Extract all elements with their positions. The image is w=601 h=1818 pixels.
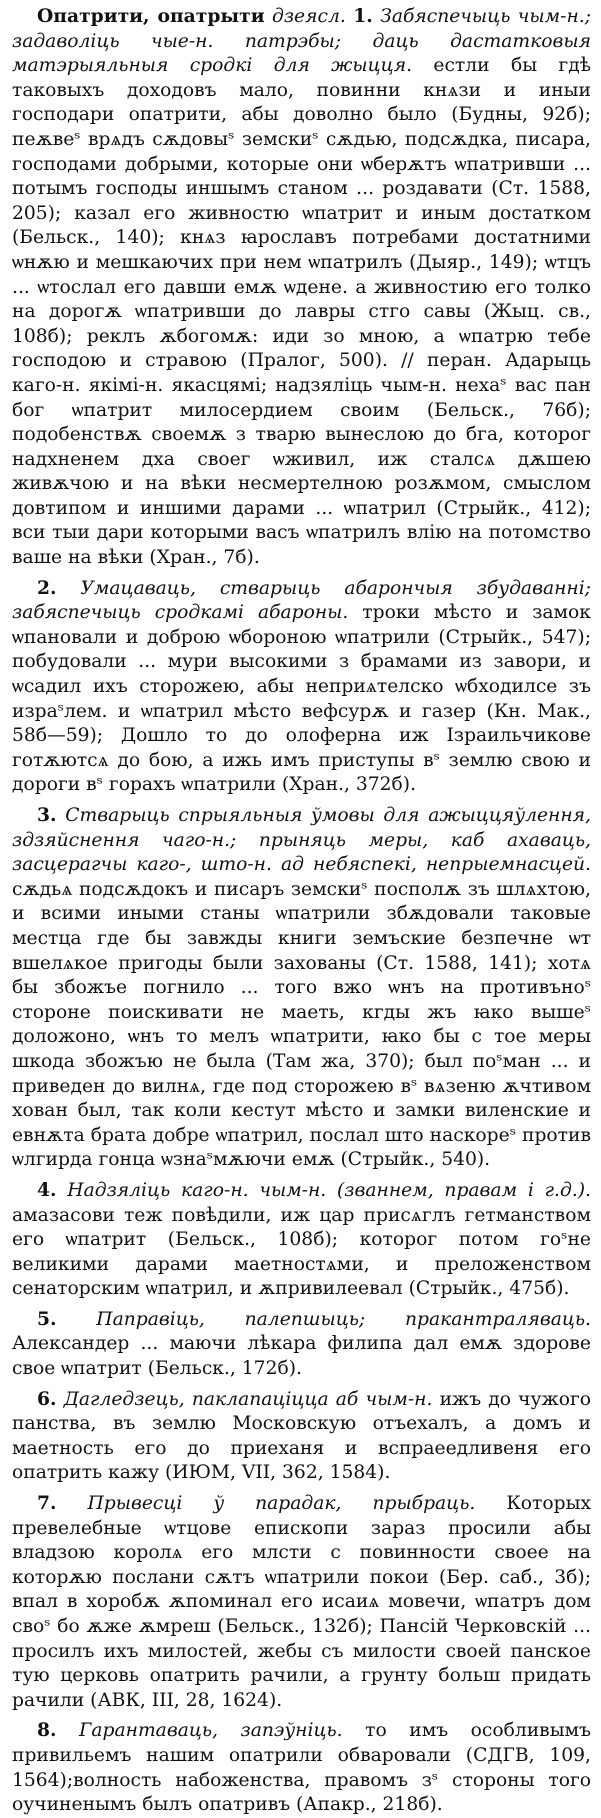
sense-definition: Гарантаваць, запэўніць. (79, 1720, 343, 1742)
sense-number: 6. (37, 1387, 57, 1410)
sense-definition: Забяспечыць чым-н.; задаволіць чые-н. патрэбы; даць дастатковыя матэрыяльныя сродкі для жыцця. (12, 6, 591, 77)
sense-definition: Умацаваць, стварыць абарончыя збудаванні; забяспечыць сродкамі абароны. (12, 577, 591, 624)
sense-definition: Надзяліць каго-н. чым-н. (званнем, правам і г.д.). (67, 1179, 591, 1201)
sense-definition: Дагледзець, паклапаціцца аб чым-н. (63, 1388, 433, 1410)
sense-quotations: Которых превелебные ѡтцове епископи зараз просили абы владзою королѧ его млсти с повинности своее на которѫю послани сѫтъ ѡпатрили покои (Бер. саб., 3б); впал в хоробѫ ѫпоминал его исаиѧ мовечи, ѡпатръ дом своˢ бо ѫже ѫмреш (Бельск., 132б); Пансій Черковскій ... просилъ ихъ милостей, жебы съ милости своей панское тую церковь опатрить рачили, а грунту больш придать рачили (АВК, III, 28, 1624). (12, 1493, 591, 1711)
sense-definition: Паправіць, палепшыць; пракантраляваць. (96, 1308, 591, 1330)
grammar-label: дзеясл. (272, 6, 346, 27)
headword: Опатрити, опатрыти (37, 5, 265, 27)
sense-4-paragraph (12, 1178, 591, 1302)
sense-quotations: Александер ... маючи лѣкара филипа дал емѫ здорове свое ѡпатрит (Бельск., 172б). (12, 1333, 591, 1380)
sense-quotations: то имъ особливымъ привильемъ нашим опатрили обваровали (СДГВ, 109, 1564);волность набоженства, правомъ зˢ стороны того оучиненымъ былъ опатривъ (Апакр., 218б). (12, 1720, 591, 1816)
sense-quotations: сѫдьѧ подсѫдокъ и писаръ земскиˢ посполѫ зъ шлѧхтою, и всими иными станы ѡпатрили збѫдовали таковые местца где бы завжды книги земъские безпечне ѡт вшелѧкое пригоды были захованы (Ст. 1588, 141); хотѧ бы збожъе погнило ... того вжо ѡнъ на противъноˢ стороне поискивати не маеть, кгды жъ ꙗко вышеˢ доложоно, ѡнъ то мелъ ѡпатрити, ꙗко бы с тое меры шкода збожъю не была (Там жа, 370); был поˢман ... и приведен до вилнѧ, где под сторожею вˢ вѧзеню ѫчтивом хован был, так коли кестут мѣсто и замки виленские и евнѫта брата добре ѡпатрил, послал што наскореˢ против ѡлгирда гонца ѡзнаˢмѫючи емѫ (Стрыйк., 540). (12, 878, 591, 1171)
sense-3-paragraph (12, 803, 591, 1173)
sense-number: 3. (37, 804, 57, 826)
sense-number: 2. (37, 576, 57, 599)
sense-quotations: естли бы гдѣ таковыхъ доходовъ мало, повинни кнѧзи и иныи господари опатрити, абы доволно было (Будны, 92б); пеѫвеˢ врѧдъ сѫдовыˢ земскиˢ сѫдью, подсѫдка, писара, господами добрыми, которые они ѡберѫтъ ѡпатривши ... потымъ господы иншымъ станом ... роздавати (Ст. 1588, 205); казал его живностю ѡпатрит и иным достатком (Бельск., 140); кнѧз ꙗрославъ потребами достатними ѡнѫю и мешкаючих при нем ѡпатрилъ (Дыяр., 149); ѡтцъ ... ѡтослал его давши емѫ ѡдене. а живностию его толко на дорогѫ ѡпатривши до лавры стго савы (Жыц. св., 108б); реклъ ѫбогомѫ: иди зо мною, а ѡпатрю тебе господою и стравою (Пралог, 500). // перан. Адарыць каго-н. якімі-н. якасцямі; надзяліць чым-н. нехаˢ вас пан бог ѡпатрит милосердием своим (Бельск., 76б); подобенствѫ своемѫ з тварю вынеслою до бга, которог надхненем дха своег ѡживил, иж сталсѧ дѫшею живѫчою и на вѣки несмертелною розѫмом, смыслом довтипом и иншими дарами ... ѡпатрил (Стрыйк., 412); вси тыи дари которыми васъ ѡпатрилъ влію на потомство ваше на вѣки (Хран., 7б). (12, 55, 591, 569)
sense-quotations: троки мѣсто и замок ѡпановали и доброю ѡбороною ѡпатрили (Стрыйк., 547); побудовали ... мури высокими з брамами из завори, и ѡсадил ихъ сторожею, абы неприѧтелско ѡбходилсе зъ израˢлем. и ѡпатрил мѣсто вефсурѫ и газер (Кн. Мак., 58б—59); Дошло то до олоферна иж Ізраильчикове готѫютсѧ до бою, а ижь имъ приступы вˢ землю свою и дороги вˢ горахъ ѡпатрили (Хран., 372б). (12, 602, 591, 796)
sense-2-paragraph (12, 576, 591, 798)
sense-definition: Прывесці ў парадак, прыбраць. (87, 1493, 476, 1515)
sense-definition: Стварыць спрыяльныя ўмовы для ажыццяўлення, здзяйснення чаго-н.; прыняць меры, каб ахаваць, засцерагчы каго-, што-н. ад небяспекі, непрыемнасцей. (12, 805, 591, 876)
sense-number: 4. (37, 1178, 57, 1201)
sense-6-paragraph (12, 1387, 591, 1486)
sense-8-paragraph (12, 1718, 591, 1817)
sense-number: 7. (37, 1492, 57, 1515)
sense-number: 8. (37, 1719, 57, 1742)
sense-1-paragraph (12, 4, 591, 571)
sense-quotations: амазасови теж повѣдили, иж цар присѧглъ гетманством его ѡпатрит (Бельск., 108б); которог потом гоˢне великими дарами маетностѧми, и преложенством сенаторским ѡпатрил, и ѫпривилеевал (Стрыйк., 475б). (12, 1204, 591, 1300)
sense-number: 1. (353, 5, 373, 27)
sense-quotations: ижъ до чужого панства, въ землю Московскую отъехалъ, а домъ и маетность его до приеханя и вспраеедливеня его опатрить кажу (ИЮМ, VII, 362, 1584). (12, 1388, 592, 1484)
sense-7-paragraph (12, 1491, 591, 1713)
sense-5-paragraph (12, 1307, 591, 1382)
sense-number: 5. (37, 1307, 57, 1330)
